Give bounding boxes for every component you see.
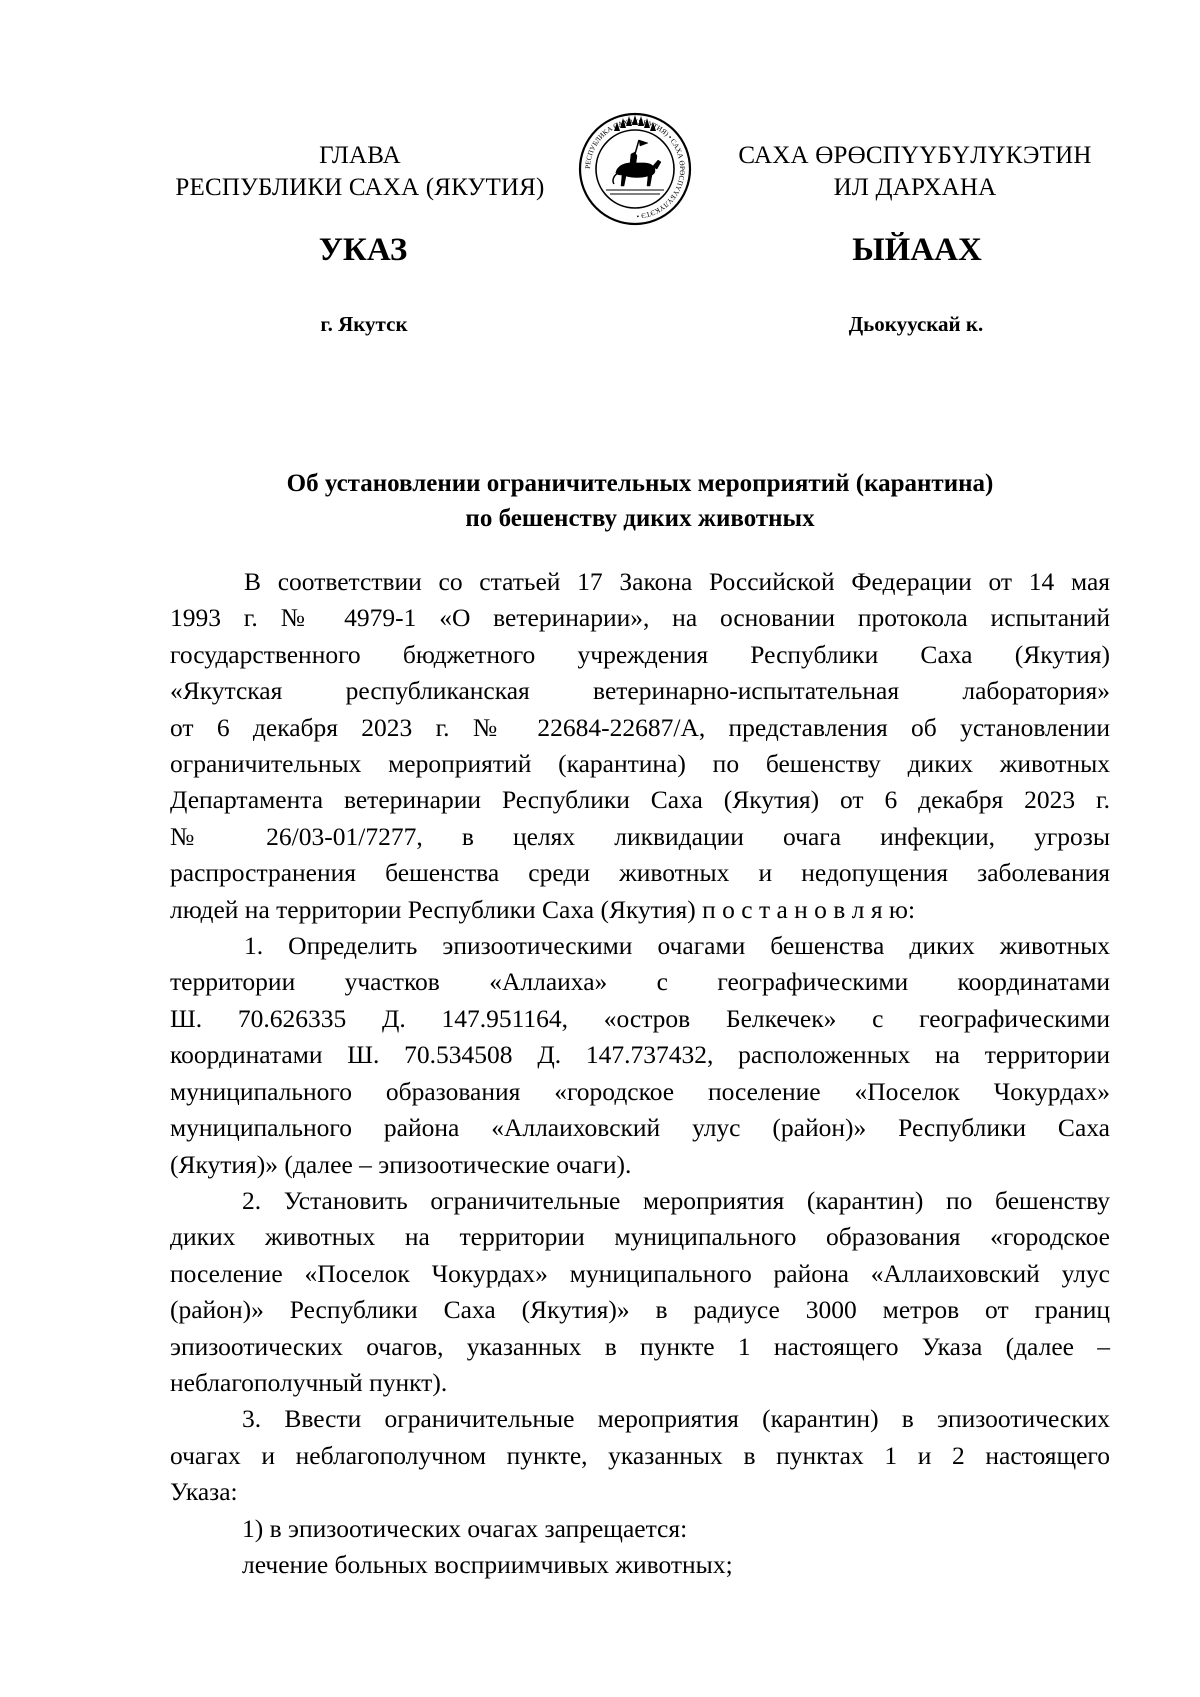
issuer-sah-line2: ИЛ ДАРХАНА bbox=[833, 174, 997, 201]
subclause-1-heading: 1) в эпизоотических очагах запрещается: bbox=[242, 1513, 688, 1543]
body-line: 1. Определить эпизоотическими очагами бешенства диких животных bbox=[244, 931, 1110, 961]
body-line: поселение «Поселок Чокурдах» муниципального района «Аллаиховский улус bbox=[170, 1258, 1110, 1288]
issuer-sah-line1: САХА ӨРӨСПҮҮБҮЛҮКЭТИН bbox=[738, 142, 1092, 169]
body-line: распространения бешенства среди животных и недопущения заболевания bbox=[170, 858, 1110, 888]
preamble-paragraph bbox=[170, 564, 1110, 928]
body-line: диких животных на территории муниципального образования «городское bbox=[170, 1222, 1110, 1252]
clause-2-paragraph bbox=[170, 1183, 1110, 1401]
doc-type-sah: ЫЙААХ bbox=[852, 232, 982, 268]
issuer-sah bbox=[715, 140, 1115, 204]
clause-1-paragraph bbox=[170, 928, 1110, 1183]
body-line: 3. Ввести ограничительные мероприятия (карантин) в эпизоотических bbox=[242, 1404, 1110, 1434]
body-line: неблагополучный пункт). bbox=[170, 1367, 448, 1397]
title-line-1: Об установлении ограничительных мероприятий (карантина) bbox=[286, 470, 994, 497]
body-line: Ш. 70.626335 Д. 147.951164, «остров Белкечек» с географическими bbox=[170, 1003, 1110, 1033]
body-line: государственного бюджетного учреждения Республики Саха (Якутия) bbox=[170, 639, 1110, 669]
body-line: 1993 г. № 4979-1 «О ветеринарии», на основании протокола испытаний bbox=[170, 603, 1110, 633]
body-line: № 26/03-01/7277, в целях ликвидации очага инфекции, угрозы bbox=[170, 821, 1110, 851]
city-ru: г. Якутск bbox=[320, 312, 408, 336]
city-sah: Дьокуускай к. bbox=[848, 312, 984, 336]
body-line: муниципального образования «городское поселение «Поселок Чокурдах» bbox=[170, 1076, 1110, 1106]
body-line: координатами Ш. 70.534508 Д. 147.737432, расположенных на территории bbox=[170, 1040, 1110, 1070]
body-line: территории участков «Аллаиха» с географическими координатами bbox=[170, 967, 1110, 997]
body-line: ограничительных мероприятий (карантина) по бешенству диких животных bbox=[170, 749, 1110, 779]
title-line-2: по бешенству диких животных bbox=[465, 505, 815, 532]
body-line: эпизоотических очагов, указанных в пункте 1 настоящего Указа (далее – bbox=[170, 1331, 1110, 1361]
document-body bbox=[170, 564, 1110, 1583]
body-line: очагах и неблагополучном пункте, указанных в пунктах 1 и 2 настоящего bbox=[170, 1440, 1110, 1470]
body-line: (район)» Республики Саха (Якутия)» в радиусе 3000 метров от границ bbox=[170, 1295, 1110, 1325]
body-line: муниципального района «Аллаиховский улус (район)» Республики Саха bbox=[170, 1113, 1110, 1143]
body-line: людей на территории Республики Саха (Якутия) п о с т а н о в л я ю: bbox=[170, 894, 916, 924]
body-line: «Якутская республиканская ветеринарно-испытательная лаборатория» bbox=[170, 676, 1110, 706]
body-line: (Якутия)» (далее – эпизоотические очаги). bbox=[170, 1149, 632, 1179]
subclause-1-item: лечение больных восприимчивых животных; bbox=[242, 1549, 733, 1579]
body-line: Департамента ветеринарии Республики Саха (Якутия) от 6 декабря 2023 г. bbox=[170, 785, 1110, 815]
doc-type-ru: УКАЗ bbox=[318, 232, 408, 268]
body-line: от 6 декабря 2023 г. № 22684-22687/А, представления об установлении bbox=[170, 712, 1110, 742]
emblem-ring-text: РЕСПУБЛИКА САХА (ЯКУТИЯ) • САХА ӨРӨСПҮҮБҮЛҮКЭТЭ • bbox=[583, 117, 687, 220]
body-line: Указа: bbox=[170, 1477, 238, 1507]
issuer-ru-line2: РЕСПУБЛИКИ САХА (ЯКУТИЯ) bbox=[175, 174, 545, 201]
body-line: 2. Установить ограничительные мероприятия (карантин) по бешенству bbox=[242, 1185, 1110, 1215]
clause-3-paragraph bbox=[170, 1401, 1110, 1510]
body-line: В соответствии со статьей 17 Закона Российской Федерации от 14 мая bbox=[244, 567, 1110, 596]
issuer-ru-line1: ГЛАВА bbox=[319, 142, 401, 169]
document-title bbox=[160, 466, 1120, 536]
issuer-ru bbox=[160, 140, 560, 204]
republic-emblem-icon bbox=[578, 112, 692, 226]
